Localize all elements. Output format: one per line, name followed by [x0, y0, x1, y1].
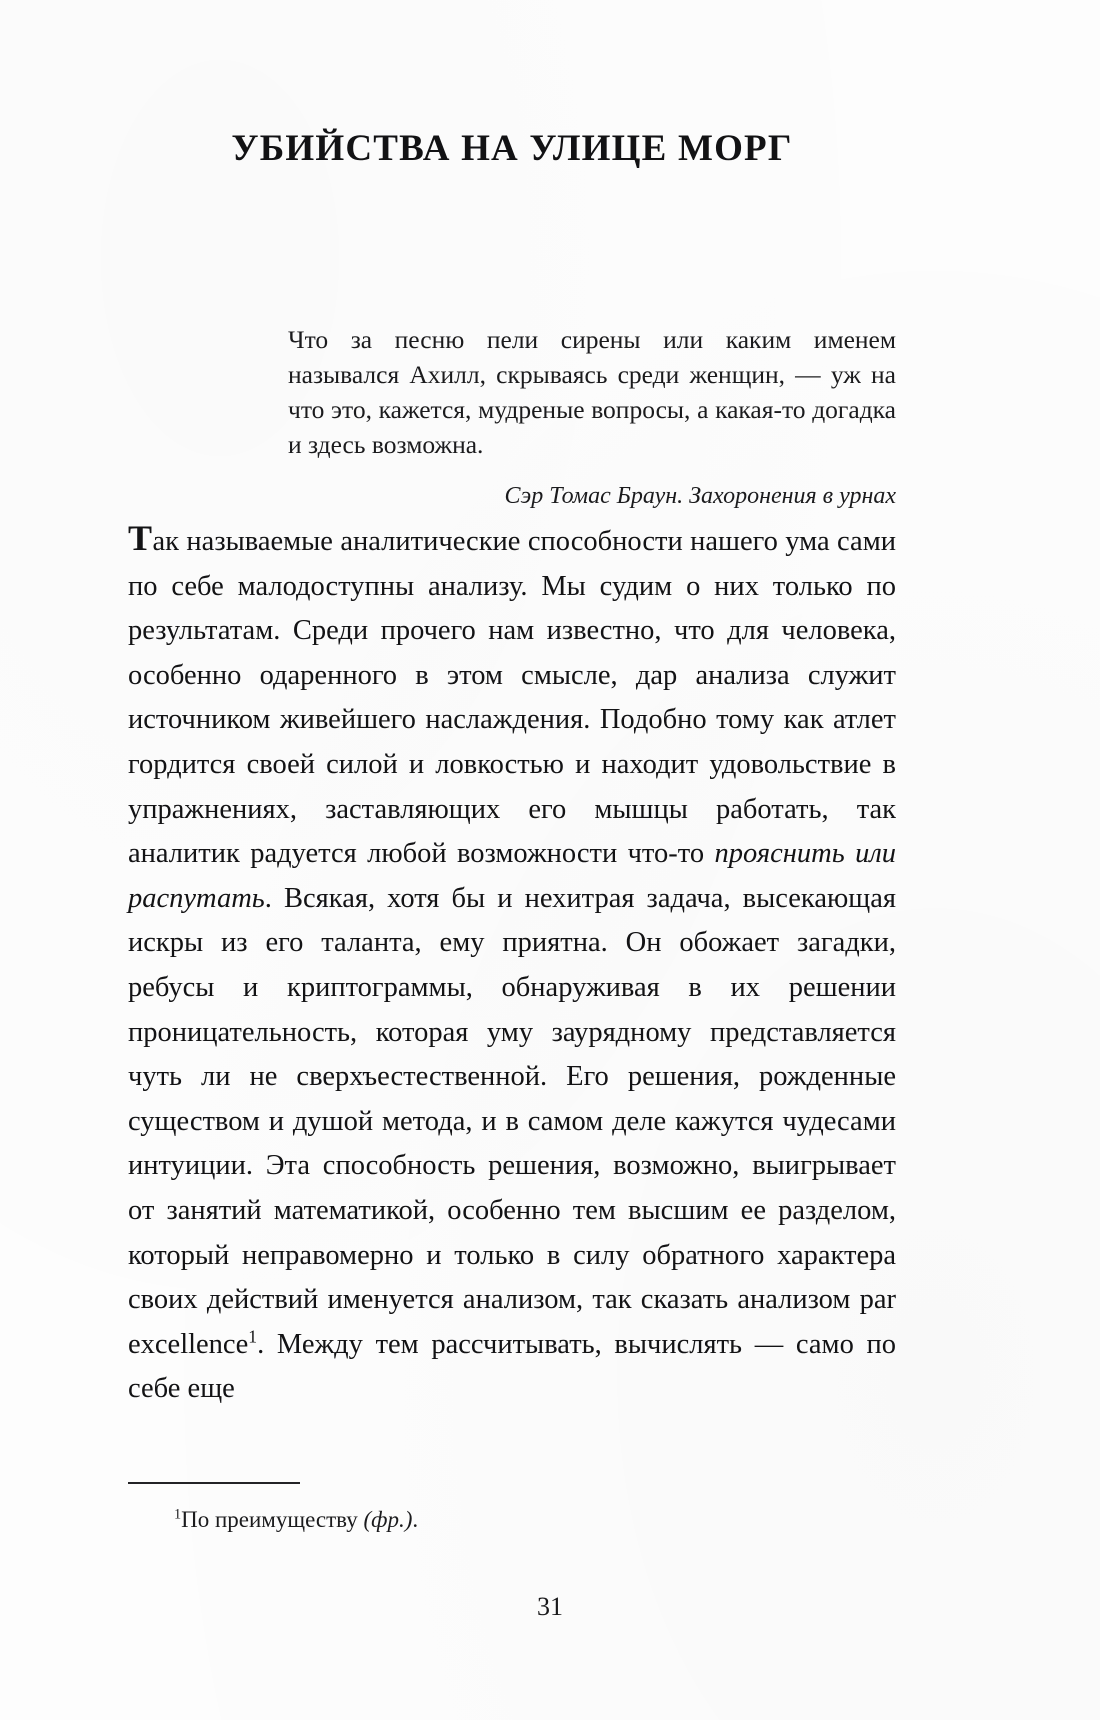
body-text-part-2: . Всякая, хотя бы и нехитрая задача, высекающая искры из его таланта, ему приятна. Он обожает загадки, ребусы и криптограммы, обнаруживая в их решении проницательность, которая уму заурядному представляется чуть ли не сверхъестественной. Его решения, рожденные существом и душой метода, и в самом деле кажутся чудесами интуиции. Эта способность решения, возможно, выигрывает от занятий математикой, особенно тем высшим ее разделом, который неправомерно и только в силу обратного характера своих действий именуется анализом, так сказать анализом par excellence	[128, 882, 896, 1360]
body-paragraph	[128, 520, 896, 1412]
page-title: УБИЙСТВА НА УЛИЦЕ МОРГ	[231, 127, 793, 169]
footnote-language-abbreviation: (фр.)	[363, 1507, 413, 1532]
body-text-part-3: . Между тем рассчитывать, вычислять — само по себе еще	[128, 1328, 896, 1405]
body-text-part-1: ак называемые аналитические способности нашего ума сами по себе малодоступны анализу. Мы судим о них только по результатам. Среди прочего нам известно, что для человека, особенно одаренного в этом смысле, дар анализа служит источником живейшего наслаждения. Подобно тому как атлет гордится своей силой и ловкостью и находит удовольствие в упражнениях, заставляющих его мышцы работать, так аналитик радуется любой возможности что-то	[128, 526, 896, 870]
epigraph-text: Что за песню пели сирены или каким именем назывался Ахилл, скрываясь среди женщин, — уж на что это, кажется, мудреные вопросы, а какая-то догадка и здесь возможна.	[288, 325, 896, 459]
footnote-block	[128, 1482, 896, 1535]
footnote-number: 1	[174, 1506, 182, 1523]
epigraph-source: Сэр Томас Браун. Захоронения в урнах	[504, 483, 896, 509]
page-number: 31	[537, 1592, 563, 1621]
footnote-separator-rule	[128, 1482, 300, 1484]
footnote-text-before: По преимуществу	[181, 1507, 364, 1532]
drop-cap-letter: Т	[128, 518, 153, 558]
footnote-text	[128, 1504, 896, 1535]
body-emphasis-phrase: прояснить или распутать	[128, 838, 896, 914]
footnote-text-after: .	[412, 1507, 419, 1532]
epigraph-block	[288, 322, 896, 512]
footnote-reference-marker[interactable]: 1	[248, 1326, 258, 1347]
